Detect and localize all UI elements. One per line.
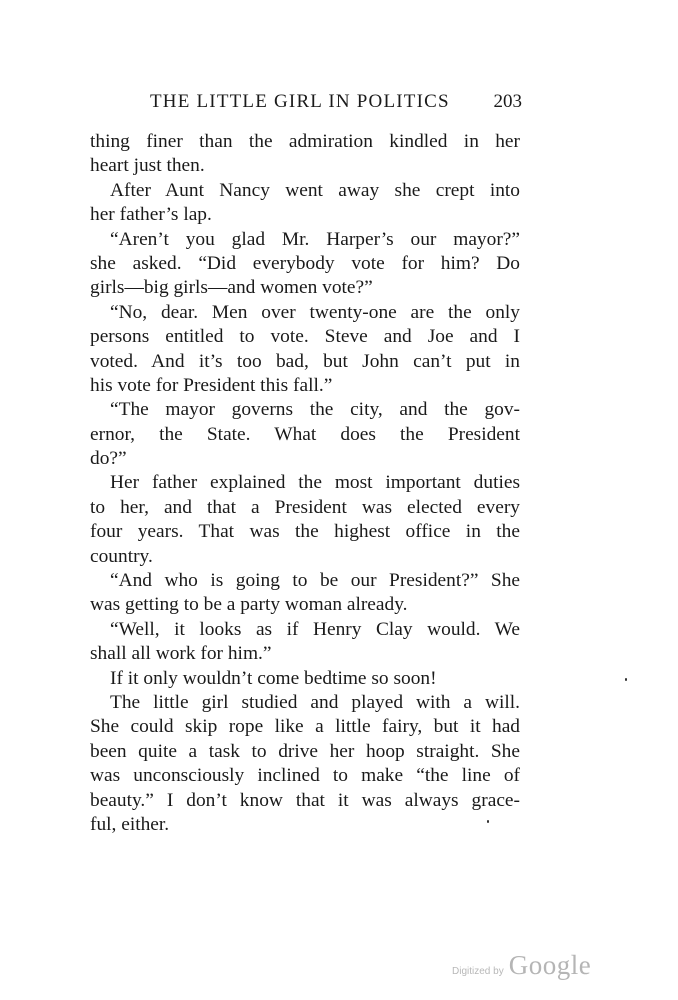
text-line: The little girl studied and played with a will. — [110, 691, 520, 713]
text-line: beauty.” I don’t know that it was always grace- — [90, 789, 520, 811]
text-line: shall all work for him.” — [90, 643, 272, 665]
text-line: ernor, the State. What does the President — [90, 423, 520, 445]
running-title: THE LITTLE GIRL IN POLITICS — [150, 91, 450, 112]
text-line: “The mayor governs the city, and the gov- — [110, 399, 520, 421]
text-line: do?” — [90, 448, 127, 470]
text-line: she asked. “Did everybody vote for him? Do — [90, 252, 520, 274]
text-line: thing finer than the admiration kindled in her — [90, 131, 520, 152]
text-line: was unconsciously inclined to make “the line of — [90, 765, 520, 787]
text-line: his vote for President this fall.” — [90, 374, 333, 396]
text-line: If it only wouldn’t come bedtime so soon! — [110, 667, 437, 689]
text-line: She could skip rope like a little fairy, but it had — [90, 716, 520, 738]
google-logo: Google — [508, 950, 592, 980]
google-watermark — [452, 950, 591, 980]
text-line: to her, and that a President was elected every — [90, 496, 520, 518]
page-number: 203 — [493, 91, 522, 112]
body-text — [90, 130, 520, 837]
text-line: was getting to be a party woman already. — [90, 594, 408, 616]
text-line: girls—big girls—and women vote?” — [90, 277, 373, 299]
text-line: country. — [90, 545, 153, 567]
text-line: ful, either. — [90, 813, 170, 835]
text-line: “Aren’t you glad Mr. Harper’s our mayor?” — [110, 228, 520, 250]
text-line: Her father explained the most important duties — [110, 472, 520, 494]
text-line: four years. That was the highest office in the — [90, 521, 520, 543]
text-line: been quite a task to drive her hoop straight. She — [90, 740, 520, 762]
text-line: “Well, it looks as if Henry Clay would. We — [110, 618, 520, 640]
text-line: “No, dear. Men over twenty-one are the only — [110, 301, 520, 323]
text-line: voted. And it’s too bad, but John can’t put in — [90, 350, 520, 372]
text-line: “And who is going to be our President?” She — [110, 570, 520, 592]
ink-speck — [625, 678, 627, 681]
ink-speck — [487, 820, 489, 823]
text-line: heart just then. — [90, 155, 205, 177]
watermark-prefix: Digitized by — [452, 966, 504, 977]
text-line: After Aunt Nancy went away she crept into — [110, 179, 520, 201]
text-line: persons entitled to vote. Steve and Joe and I — [90, 326, 520, 348]
text-line: her father’s lap. — [90, 204, 212, 226]
running-header — [90, 88, 522, 116]
